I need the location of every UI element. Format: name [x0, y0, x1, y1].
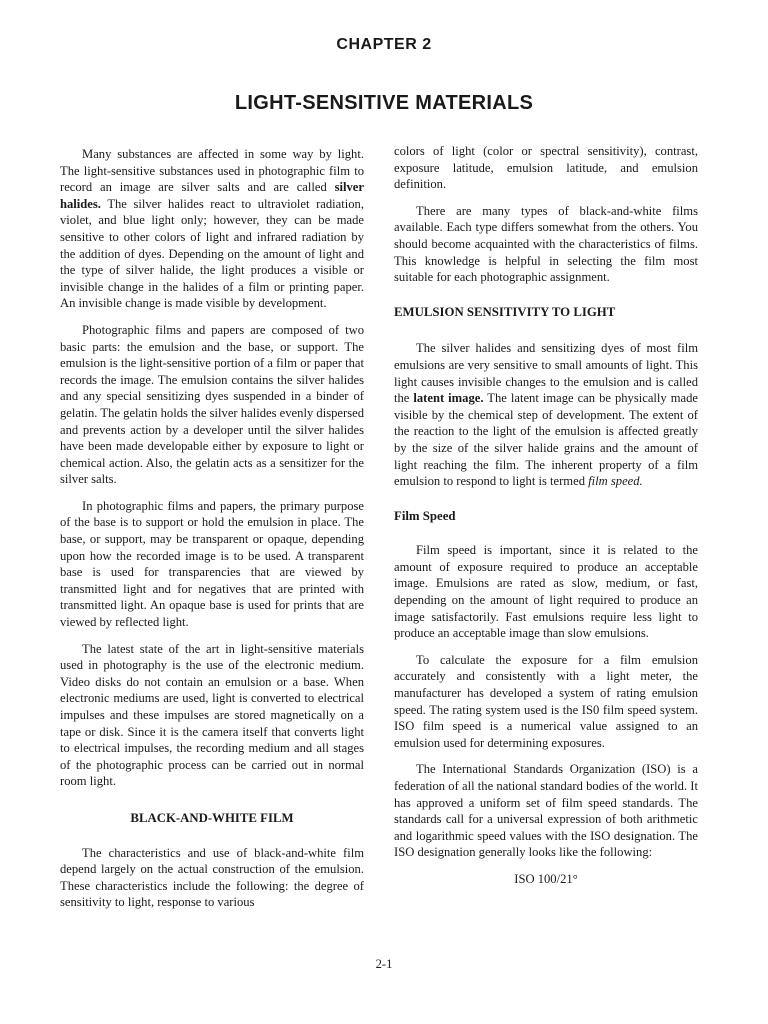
paragraph-silver-halides: Many substances are affected in some way by light. The light-sensitive substances used in photographic film to record an image are silver salts and are called silver halides. The silver halides react to ultraviolet radiation, violet, and blue light only; however, they can be made sensitive to other colors of light and infrared radiation by the addition of dyes. Depending on the amount of light and the type of silver halide, the light produces a visible or invisible change in the halides of a film or printing paper. An invisible change is made visible by development.	[60, 147, 364, 311]
paragraph-film-types: There are many types of black-and-white films available. Each type differs somewhat from the others. You should become acquainted with the characteristics of films. This knowledge is helpful in selecting the film most suitable for each photographic assignment.	[394, 203, 698, 285]
page-title: LIGHT-SENSITIVE MATERIALS	[234, 92, 534, 114]
heading-emulsion-sensitivity: EMULSION SENSITIVITY TO LIGHT	[394, 304, 616, 319]
paragraph-iso-organization: The International Standards Organization (ISO) is a federation of all the national standard bodies of the world. It has approved a uniform set of film speed standards. The standards call for a universal expression of both arithmetic and logarithmic speed values with the ISO designation. The ISO designation generally looks like the following:	[394, 762, 698, 860]
heading-film-speed: Film Speed	[394, 508, 456, 523]
paragraph-continued: colors of light (color or spectral sensitivity), contrast, exposure latitude, emulsion latitude, and emulsion definition.	[394, 144, 698, 192]
paragraph-electronic-medium: The latest state of the art in light-sensitive materials used in photography is the use of the electronic medium. Video disks do not contain an emulsion or a base. When electronic mediums are used, light is converted to electrical impulses and these impulses are stored magnetically on a tape or disk. Since it is the camera itself that converts light to electrical impulses, the recording medium and all stages of the photographic process can be carried out in normal room light.	[60, 641, 364, 789]
paragraph-rating-system: To calculate the exposure for a film emulsion accurately and consistently with a light meter, the manufacturer has developed a system of rating emulsion speed. The rating system used is the IS0 film speed system. ISO film speed is a numerical value assigned to an emulsion used for determining exposures.	[394, 652, 698, 750]
iso-example: ISO 100/21°	[514, 871, 578, 886]
paragraph-base-purpose: In photographic films and papers, the primary purpose of the base is to support or hold the emulsion in place. The base, or support, may be transparent or opaque, depending upon how the recorded image is to be used. A transparent base is used for transparencies that are viewed by transmitted light and for negatives that are printed with transmitted light. An opaque base is used for prints that are viewed by reflected light.	[60, 498, 364, 630]
paragraph-latent-image: The silver halides and sensitizing dyes of most film emulsions are very sensitive to small amounts of light. This light causes invisible changes to the emulsion and is called the latent image. The latent image can be physically made visible by the chemical step of development. The extent of the reaction to the light of the emulsion is affected greatly by the size of the silver halide grains and the amount of light reaching the film. The inherent property of a film emulsion to respond to light is termed film speed.	[394, 341, 698, 489]
heading-black-and-white-film: BLACK-AND-WHITE FILM	[130, 810, 294, 825]
left-column	[60, 146, 364, 921]
term-film-speed: film speed.	[588, 474, 643, 489]
term-silver-halides: silver halides.	[60, 180, 364, 211]
term-latent-image: latent image.	[413, 391, 484, 406]
right-column	[394, 143, 698, 898]
paragraph-film-speed: Film speed is important, since it is related to the amount of exposure required to produce an acceptable image. Emulsions are rated as slow, medium, or fast, depending on the amount of light required to produce an image satisfactorily. Fast emulsions require less light to produce an acceptable image than slow emulsions.	[394, 543, 698, 641]
chapter-label: CHAPTER 2	[336, 36, 432, 53]
page-number: 2-1	[375, 957, 393, 971]
paragraph-emulsion-base: Photographic films and papers are composed of two basic parts: the emulsion and the base, or support. The emulsion is the light-sensitive portion of a film or paper that records the image. The emulsion contains the silver halides and any special sensitizing dyes suspended in a binder of gelatin. The gelatin holds the silver halides evenly dispersed and prevents action by a developer until the silver halides have been made developable either by exposure to light or chemical action. Also, the gelatin acts as a sensitizer for the silver salts.	[60, 322, 364, 487]
paragraph-bw-characteristics: The characteristics and use of black-and-white film depend largely on the actual construction of the emulsion. These characteristics include the following: the degree of sensitivity to light, response to various	[60, 845, 364, 910]
